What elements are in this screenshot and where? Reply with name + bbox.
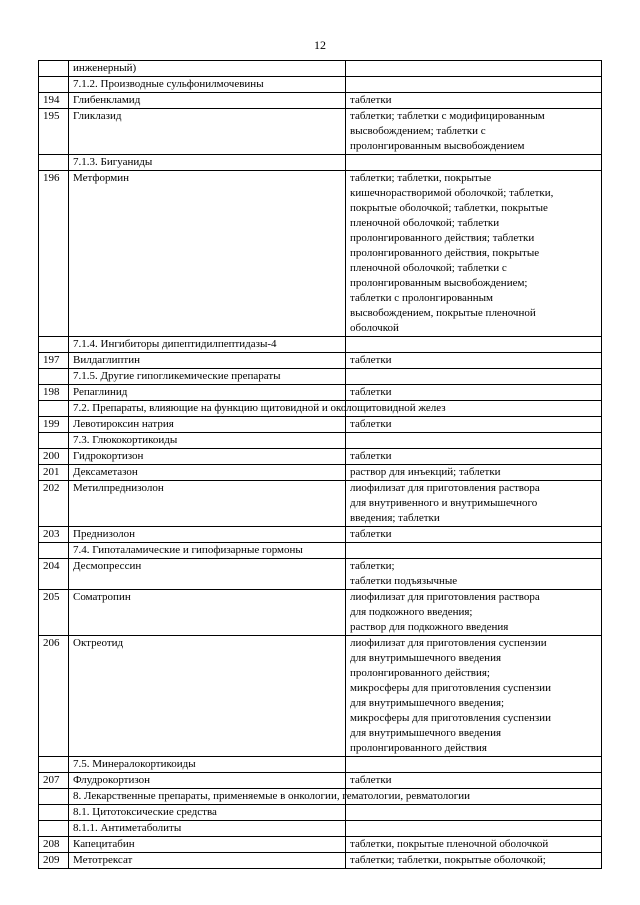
row-number — [39, 61, 69, 77]
row-number: 206 — [39, 636, 69, 757]
row-number: 197 — [39, 353, 69, 369]
section-heading: 7.1.3. Бигуаниды — [69, 155, 346, 171]
section-heading: 7.1.4. Ингибиторы дипептидилпептидазы-4 — [69, 337, 346, 353]
dosage-form-line: таблетки подъязычные — [350, 575, 458, 587]
dosage-form-line: таблетки — [350, 774, 392, 786]
row-number — [39, 369, 69, 385]
section-heading: 7.1.5. Другие гипогликемические препараты — [69, 369, 346, 385]
dosage-form-line: введения; таблетки — [350, 512, 440, 524]
dosage-form — [346, 543, 602, 559]
dosage-form — [346, 559, 602, 590]
dosage-form-line: пролонгированного действия, покрытые — [350, 247, 540, 259]
section-heading-row — [39, 61, 602, 77]
row-number: 200 — [39, 449, 69, 465]
drug-name: Репаглинид — [69, 385, 346, 401]
row-number: 195 — [39, 109, 69, 155]
dosage-form — [346, 465, 602, 481]
dosage-form — [346, 837, 602, 853]
table-row — [39, 171, 602, 337]
dosage-form-line: оболочкой — [350, 322, 399, 334]
row-number — [39, 543, 69, 559]
row-number: 203 — [39, 527, 69, 543]
dosage-form-line: таблетки; таблетки с модифицированным — [350, 110, 545, 122]
row-number: 199 — [39, 417, 69, 433]
row-number — [39, 433, 69, 449]
drug-name: Гидрокортизон — [69, 449, 346, 465]
dosage-form-line: для внутримышечного введения — [350, 652, 502, 664]
row-number: 201 — [39, 465, 69, 481]
dosage-form — [346, 853, 602, 869]
dosage-form — [346, 433, 602, 449]
section-heading: 7.4. Гипоталамические и гипофизарные гормоны — [69, 543, 346, 559]
row-number — [39, 337, 69, 353]
section-heading: 8. Лекарственные препараты, применяемые в онкологии, гематологии, ревматологии — [69, 789, 346, 805]
drug-list-table — [38, 60, 602, 869]
row-number: 194 — [39, 93, 69, 109]
dosage-form-line: раствор для инъекций; таблетки — [350, 466, 501, 478]
table-body — [39, 61, 602, 869]
dosage-form-line: высвобождением, покрытые пленочной — [350, 307, 536, 319]
dosage-form-line: таблетки, покрытые пленочной оболочкой — [350, 838, 549, 850]
section-heading-row — [39, 821, 602, 837]
dosage-form-line: таблетки — [350, 418, 392, 430]
drug-name: Метотрексат — [69, 853, 346, 869]
row-number: 205 — [39, 590, 69, 636]
dosage-form — [346, 527, 602, 543]
table-row — [39, 590, 602, 636]
section-heading: 7.3. Глюкокортикоиды — [69, 433, 346, 449]
row-number: 209 — [39, 853, 69, 869]
section-heading-row — [39, 433, 602, 449]
dosage-form-line: таблетки; таблетки, покрытые — [350, 172, 492, 184]
dosage-form-line: таблетки с пролонгированным — [350, 292, 494, 304]
table-row — [39, 559, 602, 590]
dosage-form — [346, 155, 602, 171]
dosage-form — [346, 337, 602, 353]
dosage-form-line: таблетки — [350, 94, 392, 106]
dosage-form-line: пролонгированным высвобождением; — [350, 277, 528, 289]
section-heading: 8.1. Цитотоксические средства — [69, 805, 346, 821]
section-heading-row — [39, 789, 602, 805]
row-number: 198 — [39, 385, 69, 401]
dosage-form-line: таблетки; таблетки, покрытые оболочкой; — [350, 854, 546, 866]
dosage-form — [346, 385, 602, 401]
row-number — [39, 77, 69, 93]
section-heading-row — [39, 543, 602, 559]
dosage-form-line: таблетки — [350, 386, 392, 398]
drug-name: Левотироксин натрия — [69, 417, 346, 433]
dosage-form-line: для внутримышечного введения; — [350, 697, 505, 709]
dosage-form — [346, 757, 602, 773]
drug-name: Октреотид — [69, 636, 346, 757]
row-number: 207 — [39, 773, 69, 789]
drug-name: Соматропин — [69, 590, 346, 636]
dosage-form-line: таблетки — [350, 354, 392, 366]
row-number — [39, 805, 69, 821]
row-number — [39, 155, 69, 171]
dosage-form-line: таблетки; — [350, 560, 395, 572]
dosage-form — [346, 773, 602, 789]
section-heading: 7.1.2. Производные сульфонилмочевины — [69, 77, 346, 93]
section-heading-row — [39, 401, 602, 417]
row-number — [39, 789, 69, 805]
table-row — [39, 385, 602, 401]
drug-name: Глибенкламид — [69, 93, 346, 109]
dosage-form-line: пленочной оболочкой; таблетки с — [350, 262, 507, 274]
drug-name: Капецитабин — [69, 837, 346, 853]
section-heading: 8.1.1. Антиметаболиты — [69, 821, 346, 837]
table-row — [39, 465, 602, 481]
drug-name: Вилдаглиптин — [69, 353, 346, 369]
dosage-form-line: микросферы для приготовления суспензии — [350, 712, 551, 724]
dosage-form — [346, 481, 602, 527]
dosage-form — [346, 821, 602, 837]
table-row — [39, 527, 602, 543]
dosage-form — [346, 417, 602, 433]
section-heading: инженерный) — [69, 61, 346, 77]
table-row — [39, 853, 602, 869]
table-row — [39, 837, 602, 853]
dosage-form-line: высвобождением; таблетки с — [350, 125, 486, 137]
dosage-form-line: для внутримышечного введения — [350, 727, 502, 739]
section-heading-row — [39, 77, 602, 93]
drug-name: Дексаметазон — [69, 465, 346, 481]
dosage-form-line: пролонгированного действия — [350, 742, 487, 754]
dosage-form-line: лиофилизат для приготовления раствора — [350, 591, 540, 603]
row-number: 196 — [39, 171, 69, 337]
dosage-form-line: для подкожного введения; — [350, 606, 473, 618]
table-row — [39, 353, 602, 369]
drug-name: Гликлазид — [69, 109, 346, 155]
dosage-form — [346, 61, 602, 77]
row-number: 204 — [39, 559, 69, 590]
dosage-form — [346, 369, 602, 385]
dosage-form-line: лиофилизат для приготовления раствора — [350, 482, 540, 494]
row-number: 208 — [39, 837, 69, 853]
table-row — [39, 109, 602, 155]
row-number — [39, 821, 69, 837]
dosage-form — [346, 171, 602, 337]
dosage-form-line: кишечнорастворимой оболочкой; таблетки, — [350, 187, 554, 199]
section-heading: 7.5. Минералокортикоиды — [69, 757, 346, 773]
dosage-form-line: пролонгированного действия; — [350, 667, 490, 679]
dosage-form — [346, 109, 602, 155]
drug-name: Метформин — [69, 171, 346, 337]
table-row — [39, 481, 602, 527]
drug-name: Десмопрессин — [69, 559, 346, 590]
drug-name: Метилпреднизолон — [69, 481, 346, 527]
row-number — [39, 757, 69, 773]
dosage-form — [346, 590, 602, 636]
section-heading-row — [39, 337, 602, 353]
table-row — [39, 636, 602, 757]
dosage-form-line: пролонгированного действия; таблетки — [350, 232, 535, 244]
dosage-form — [346, 636, 602, 757]
dosage-form-line: микросферы для приготовления суспензии — [350, 682, 551, 694]
drug-name: Флудрокортизон — [69, 773, 346, 789]
row-number: 202 — [39, 481, 69, 527]
dosage-form — [346, 449, 602, 465]
drug-name: Преднизолон — [69, 527, 346, 543]
table-row — [39, 449, 602, 465]
dosage-form-line: покрытые оболочкой; таблетки, покрытые — [350, 202, 548, 214]
dosage-form-line: для внутривенного и внутримышечного — [350, 497, 538, 509]
table-row — [39, 93, 602, 109]
section-heading-row — [39, 757, 602, 773]
section-heading-row — [39, 155, 602, 171]
dosage-form — [346, 805, 602, 821]
dosage-form — [346, 77, 602, 93]
dosage-form-line: пленочной оболочкой; таблетки — [350, 217, 500, 229]
page-number: 12 — [314, 38, 326, 52]
dosage-form-line: пролонгированным высвобождением — [350, 140, 525, 152]
dosage-form — [346, 353, 602, 369]
dosage-form-line: таблетки — [350, 450, 392, 462]
section-heading: 7.2. Препараты, влияющие на функцию щитовидной и околощитовидной желез — [69, 401, 346, 417]
dosage-form — [346, 93, 602, 109]
dosage-form-line: раствор для подкожного введения — [350, 621, 509, 633]
table-row — [39, 417, 602, 433]
dosage-form-line: таблетки — [350, 528, 392, 540]
table-row — [39, 773, 602, 789]
section-heading-row — [39, 369, 602, 385]
section-heading-row — [39, 805, 602, 821]
row-number — [39, 401, 69, 417]
dosage-form-line: лиофилизат для приготовления суспензии — [350, 637, 547, 649]
